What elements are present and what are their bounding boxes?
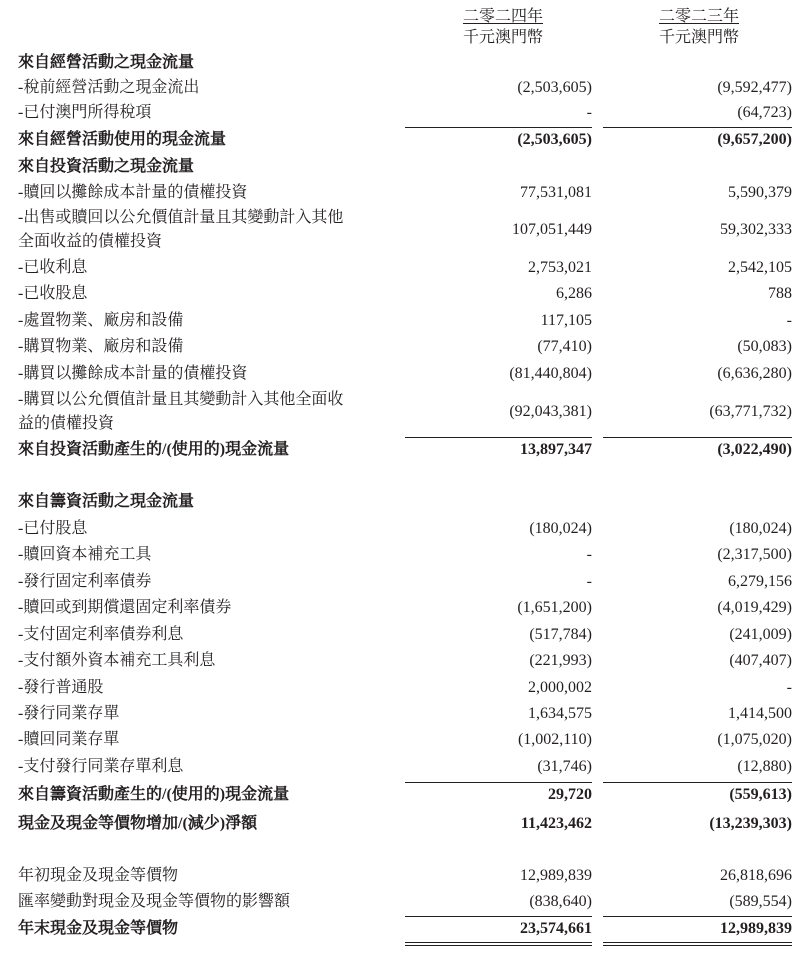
value-2024: 12,989,839: [520, 867, 592, 884]
value-2024: 117,105: [540, 312, 592, 329]
value-2024: (221,993): [529, 652, 592, 669]
statement-row: [0, 52, 806, 74]
row-label: 來自投資活動之現金流量: [18, 158, 195, 175]
statement-row: [0, 283, 806, 305]
value-2023: (559,613): [729, 786, 792, 803]
row-label: -發行同業存單: [18, 705, 120, 722]
row-label: 來自籌資活動產生的/(使用的)現金流量: [18, 786, 290, 803]
value-2024: (81,440,804): [509, 365, 592, 382]
statement-row: [0, 182, 806, 204]
column-year-2024: 二零二四年: [462, 8, 543, 25]
column-header-2023: [614, 6, 784, 48]
statement-row: [0, 363, 806, 385]
value-2023: (589,554): [729, 893, 792, 910]
row-label: -購買以公允價值計量且其變動計入其他全面收: [18, 391, 344, 408]
value-2023: 6,279,156: [728, 573, 792, 590]
row-label: -贖回資本補充工具: [18, 546, 152, 563]
value-2023: 5,590,379: [728, 184, 792, 201]
value-2024: 1,634,575: [528, 705, 592, 722]
subtotal-rule: [603, 916, 792, 917]
double-underline-rule: [405, 945, 592, 946]
statement-row: [0, 389, 806, 437]
value-2024: 13,897,347: [520, 441, 592, 458]
row-label: -稅前經營活動之現金流出: [18, 79, 200, 96]
value-2024: (1,002,110): [517, 731, 592, 748]
value-2023: (3,022,490): [717, 441, 792, 458]
value-2024: (517,784): [529, 626, 592, 643]
value-2024: (92,043,381): [509, 403, 592, 420]
row-label: 來自籌資活動之現金流量: [18, 493, 195, 510]
value-2024: 23,574,661: [520, 920, 592, 937]
value-2023: (50,083): [737, 338, 792, 355]
column-year-2023: 二零二三年: [658, 8, 739, 25]
value-2023: (9,657,200): [717, 131, 792, 148]
value-2023: (241,009): [729, 626, 792, 643]
statement-row: [0, 650, 806, 672]
row-label: -已付股息: [18, 520, 88, 537]
value-2024: -: [586, 546, 592, 563]
statement-row: [0, 891, 806, 913]
row-label: -已付澳門所得稅項: [18, 104, 152, 121]
subtotal-rule: [405, 127, 592, 128]
statement-row: [0, 624, 806, 646]
double-underline-rule: [405, 942, 592, 943]
row-label: 現金及現金等價物增加/(減少)淨額: [18, 815, 258, 832]
value-2024: 107,051,449: [512, 221, 592, 238]
statement-row: [0, 518, 806, 540]
value-2024: (31,746): [537, 758, 592, 775]
row-label: -贖回或到期償還固定利率債券: [18, 599, 232, 616]
value-2024: 6,286: [556, 285, 592, 302]
row-label: -支付額外資本補充工具利息: [18, 652, 216, 669]
statement-row: [0, 207, 806, 255]
value-2023: -: [786, 679, 792, 696]
row-label: -支付發行同業存單利息: [18, 758, 184, 775]
statement-row: [0, 310, 806, 332]
statement-row: [0, 597, 806, 619]
row-label: -贖回同業存單: [18, 731, 120, 748]
value-2023: (407,407): [729, 652, 792, 669]
statement-row: [0, 77, 806, 99]
row-label: -已收利息: [18, 259, 88, 276]
subtotal-rule: [405, 437, 592, 438]
row-label: -購買以攤餘成本計量的債權投資: [18, 365, 248, 382]
row-label: 年末現金及現金等價物: [18, 920, 179, 937]
statement-row: [0, 729, 806, 751]
value-2024: (2,503,605): [517, 79, 592, 96]
row-label: -發行普通股: [18, 679, 104, 696]
value-2024: 11,423,462: [520, 815, 592, 832]
subtotal-rule: [405, 916, 592, 917]
statement-row: [0, 756, 806, 778]
statement-row: [0, 439, 806, 461]
row-label: -出售或贖回以公允價值計量且其變動計入其他: [18, 209, 344, 226]
subtotal-rule: [603, 782, 792, 783]
value-2023: (4,019,429): [717, 599, 792, 616]
value-2024: -: [586, 573, 592, 590]
double-underline-rule: [603, 942, 792, 943]
statement-row: [0, 703, 806, 725]
double-underline-rule: [603, 945, 792, 946]
statement-row: [0, 156, 806, 178]
value-2023: 2,542,105: [728, 259, 792, 276]
value-2024: 2,000,002: [528, 679, 592, 696]
statement-row: [0, 677, 806, 699]
column-header-2024: [418, 6, 588, 48]
subtotal-rule: [603, 437, 792, 438]
value-2024: (2,503,605): [517, 131, 592, 148]
value-2023: 59,302,333: [720, 221, 792, 238]
row-label: -購買物業、廠房和設備: [18, 338, 184, 355]
value-2023: 788: [768, 285, 792, 302]
subtotal-rule: [603, 127, 792, 128]
statement-row: [0, 491, 806, 513]
statement-row: [0, 336, 806, 358]
row-label: 年初現金及現金等價物: [18, 867, 179, 884]
value-2023: (12,880): [737, 758, 792, 775]
row-label: 匯率變動對現金及現金等價物的影響額: [18, 893, 291, 910]
statement-row: [0, 571, 806, 593]
value-2024: (180,024): [529, 520, 592, 537]
value-2024: -: [586, 104, 592, 121]
row-label: -支付固定利率債券利息: [18, 626, 184, 643]
value-2023: (180,024): [729, 520, 792, 537]
statement-row: [0, 102, 806, 124]
value-2024: (1,651,200): [517, 599, 592, 616]
value-2023: (9,592,477): [717, 79, 792, 96]
row-label: -已收股息: [18, 285, 88, 302]
row-label: 來自投資活動產生的/(使用的)現金流量: [18, 441, 290, 458]
row-label-continued: 益的債權投資: [18, 415, 115, 432]
statement-row: [0, 918, 806, 940]
value-2024: (77,410): [537, 338, 592, 355]
statement-row: [0, 544, 806, 566]
statement-row: [0, 129, 806, 151]
value-2023: (1,075,020): [717, 731, 792, 748]
value-2023: 12,989,839: [720, 920, 792, 937]
row-label: -贖回以攤餘成本計量的債權投資: [18, 184, 248, 201]
value-2024: 2,753,021: [528, 259, 592, 276]
column-unit-2024: 千元澳門幣: [462, 29, 543, 46]
value-2023: (2,317,500): [717, 546, 792, 563]
column-unit-2023: 千元澳門幣: [658, 29, 739, 46]
value-2023: (13,239,303): [709, 815, 792, 832]
value-2023: 1,414,500: [728, 705, 792, 722]
value-2024: 29,720: [548, 786, 592, 803]
value-2023: -: [786, 312, 792, 329]
value-2024: 77,531,081: [520, 184, 592, 201]
row-label: 來自經營活動之現金流量: [18, 54, 195, 71]
row-label-continued: 全面收益的債權投資: [18, 233, 163, 250]
value-2023: (63,771,732): [709, 403, 792, 420]
value-2024: (838,640): [529, 893, 592, 910]
value-2023: 26,818,696: [720, 867, 792, 884]
value-2023: (64,723): [737, 104, 792, 121]
row-label: 來自經營活動使用的現金流量: [18, 131, 227, 148]
statement-row: [0, 784, 806, 806]
statement-row: [0, 257, 806, 279]
value-2023: (6,636,280): [717, 365, 792, 382]
statement-row: [0, 865, 806, 887]
statement-row: [0, 813, 806, 835]
subtotal-rule: [405, 782, 592, 783]
row-label: -發行固定利率債券: [18, 573, 152, 590]
row-label: -處置物業、廠房和設備: [18, 312, 184, 329]
